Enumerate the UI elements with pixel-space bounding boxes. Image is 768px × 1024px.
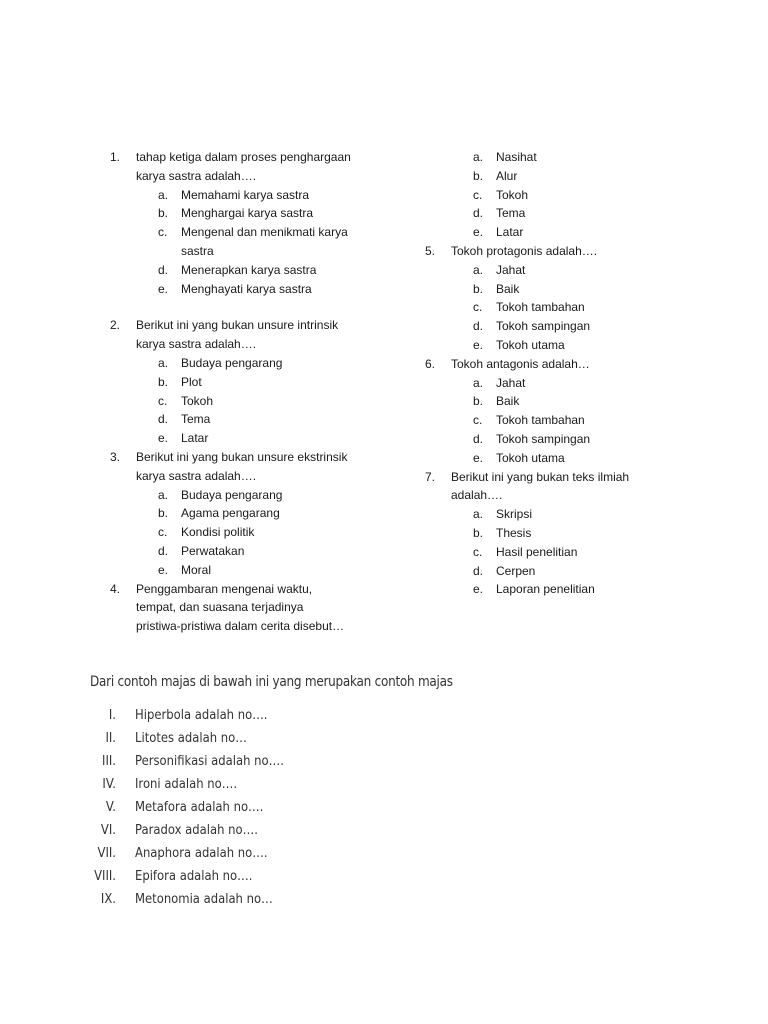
option-letter: a. [158, 355, 169, 370]
option-text: Latar [181, 431, 209, 446]
question-2 [110, 316, 380, 354]
option-letter: a. [473, 150, 484, 164]
question-text-line: Tokoh protagonis adalah…. [451, 243, 598, 258]
option-text: Budaya pengarang [181, 487, 283, 502]
list-item-text: Epifora adalah no…. [135, 868, 253, 884]
list-item [90, 773, 690, 796]
option-text: Tokoh sampingan [496, 319, 591, 334]
question-number: 6. [425, 356, 436, 371]
option-letter: a. [473, 507, 484, 522]
option-text: Jahat [496, 375, 526, 390]
roman-numeral: VI. [100, 822, 116, 838]
option [110, 373, 380, 392]
option-letter: d. [473, 319, 484, 334]
option-text: Alur [496, 168, 518, 183]
option-letter: b. [158, 374, 169, 389]
list-item [90, 796, 690, 819]
question-4 [110, 580, 380, 636]
option-letter: d. [158, 543, 169, 558]
list-item [90, 750, 690, 773]
option [425, 148, 705, 167]
option-text: Tokoh tambahan [496, 300, 585, 315]
question-text-line: Berikut ini yang bukan teks ilmiah [451, 469, 630, 484]
option-letter: c. [473, 300, 483, 315]
option-text: Cerpen [496, 563, 536, 578]
option-letter: e. [473, 337, 484, 352]
question-text-line: karya sastra adalah…. [136, 468, 257, 483]
option [110, 486, 380, 505]
question-number: 4. [110, 581, 121, 596]
roman-numeral: VII. [97, 845, 116, 861]
option [110, 561, 380, 580]
option-text: Budaya pengarang [181, 355, 283, 370]
option [425, 543, 705, 562]
list-item-text: Personifikasi adalah no…. [135, 753, 284, 769]
option-text: Tokoh [181, 393, 214, 408]
option-letter: c. [158, 525, 168, 540]
option [110, 354, 380, 373]
list-item-text: Metonomia adalah no… [135, 891, 273, 907]
option-letter: c. [158, 225, 168, 240]
option [425, 280, 705, 299]
option-text: Kondisi politik [181, 525, 255, 540]
list-item-text: Ironi adalah no…. [135, 776, 238, 792]
option [425, 562, 705, 581]
option-text: Tokoh [496, 187, 529, 202]
option-letter: c. [473, 187, 483, 202]
roman-numeral: I. [108, 707, 116, 723]
option-letter: c. [158, 393, 168, 408]
option-letter: b. [473, 394, 484, 409]
option [425, 261, 705, 280]
option [110, 504, 380, 523]
option-letter: e. [158, 281, 169, 296]
option-letter: a. [158, 487, 169, 502]
option-letter: e. [473, 225, 484, 240]
roman-numeral: II. [105, 730, 116, 746]
option-letter: a. [473, 262, 484, 277]
list-item-text: Metafora adalah no…. [135, 799, 264, 815]
list-item [90, 704, 690, 727]
roman-numeral: III. [102, 753, 116, 769]
quiz-column-left [110, 148, 380, 636]
option-letter: d. [473, 206, 484, 221]
roman-numeral: VIII. [94, 868, 116, 884]
option-letter: b. [473, 168, 484, 183]
option [425, 317, 705, 336]
option-letter: b. [158, 506, 169, 521]
option [425, 374, 705, 393]
question-3 [110, 448, 380, 486]
question-6 [425, 355, 705, 374]
option [425, 449, 705, 468]
option-text: Menerapkan karya sastra [181, 262, 317, 277]
question-text-line: pristiwa-pristiwa dalam cerita disebut… [136, 619, 345, 634]
option-letter: e. [158, 431, 169, 446]
option-letter: d. [158, 262, 169, 277]
option-text: Laporan penelitian [496, 582, 595, 597]
option-letter: b. [158, 206, 169, 221]
option [425, 167, 705, 186]
list-item [90, 819, 690, 842]
option [425, 336, 705, 355]
option [110, 429, 380, 448]
question-number: 1. [110, 150, 121, 164]
question-7 [425, 468, 705, 506]
list-item [90, 727, 690, 750]
option-letter: d. [473, 563, 484, 578]
option-text: Baik [496, 281, 520, 296]
option-text: Memahami karya sastra [181, 187, 310, 202]
option-letter: e. [158, 562, 169, 577]
option [425, 430, 705, 449]
option-text: Tema [496, 206, 526, 221]
option-letter: a. [158, 187, 169, 202]
list-item-text: Paradox adalah no…. [135, 822, 258, 838]
option-text: Thesis [496, 525, 532, 540]
question-text-line: karya sastra adalah…. [136, 337, 257, 352]
roman-numeral: IX. [100, 891, 116, 907]
option [110, 392, 380, 411]
question-text-line: Berikut ini yang bukan unsure ekstrinsik [136, 449, 348, 464]
option-text: Menghayati karya sastra [181, 281, 312, 296]
option [425, 186, 705, 205]
option [110, 523, 380, 542]
option-text: Tema [181, 412, 211, 427]
option-text: Agama pengarang [181, 506, 280, 521]
option [425, 223, 705, 242]
list-item-text: Anaphora adalah no…. [135, 845, 268, 861]
option-letter: b. [473, 525, 484, 540]
list-item [90, 888, 690, 911]
option-text: Moral [181, 562, 212, 577]
option-text: Tokoh sampingan [496, 431, 591, 446]
option [425, 580, 705, 599]
list-item-text: Litotes adalah no… [135, 730, 247, 746]
list-item-text: Hiperbola adalah no…. [135, 707, 268, 723]
option-letter: c. [473, 544, 483, 559]
option-text: Tokoh utama [496, 337, 565, 352]
option [110, 410, 380, 429]
option [425, 505, 705, 524]
option-text: Hasil penelitian [496, 544, 578, 559]
option-text: Tokoh tambahan [496, 413, 585, 428]
option [425, 298, 705, 317]
question-text-line: tahap ketiga dalam proses penghargaan [136, 150, 351, 164]
option [110, 542, 380, 561]
list-item [90, 865, 690, 888]
option-letter: b. [473, 281, 484, 296]
option-text: Skripsi [496, 507, 533, 522]
option [425, 411, 705, 430]
roman-numeral: IV. [102, 776, 116, 792]
option-text: Perwatakan [181, 543, 245, 558]
option [425, 392, 705, 411]
question-5 [425, 242, 705, 261]
question-text-line: karya sastra adalah…. [136, 168, 257, 183]
option [110, 280, 380, 299]
quiz-column-right [425, 148, 705, 599]
option-letter: a. [473, 375, 484, 390]
option-text: Latar [496, 225, 524, 240]
option-text: Mengenal dan menikmati karya sastra [181, 225, 348, 258]
option [110, 223, 371, 261]
option-text: Plot [181, 374, 202, 389]
question-number: 3. [110, 449, 121, 464]
option-text: Jahat [496, 262, 526, 277]
option-letter: e. [473, 450, 484, 465]
option-text: Menghargai karya sastra [181, 206, 314, 221]
question-number: 2. [110, 318, 121, 333]
option-letter: e. [473, 582, 484, 597]
question-text-line: Tokoh antagonis adalah… [451, 356, 590, 371]
majas-section [90, 671, 690, 911]
question-number: 7. [425, 469, 436, 484]
section-heading: Dari contoh majas di bawah ini yang merupakan contoh majas [90, 674, 453, 690]
option [425, 204, 705, 223]
question-text-line: Berikut ini yang bukan unsure intrinsik [136, 318, 339, 333]
option-text: Tokoh utama [496, 450, 565, 465]
option-text: Nasihat [496, 150, 537, 164]
question-1 [110, 148, 380, 186]
option-letter: d. [158, 412, 169, 427]
option [110, 261, 380, 280]
list-item [90, 842, 690, 865]
option [110, 204, 380, 223]
option [110, 186, 380, 205]
roman-numeral: V. [105, 799, 116, 815]
question-text-line: Penggambaran mengenai waktu, [136, 581, 313, 596]
option-letter: c. [473, 413, 483, 428]
question-number: 5. [425, 243, 436, 258]
question-text-line: adalah…. [451, 488, 503, 503]
question-text-line: tempat, dan suasana terjadinya [136, 600, 304, 615]
option-text: Baik [496, 394, 520, 409]
option-letter: d. [473, 431, 484, 446]
option [425, 524, 705, 543]
